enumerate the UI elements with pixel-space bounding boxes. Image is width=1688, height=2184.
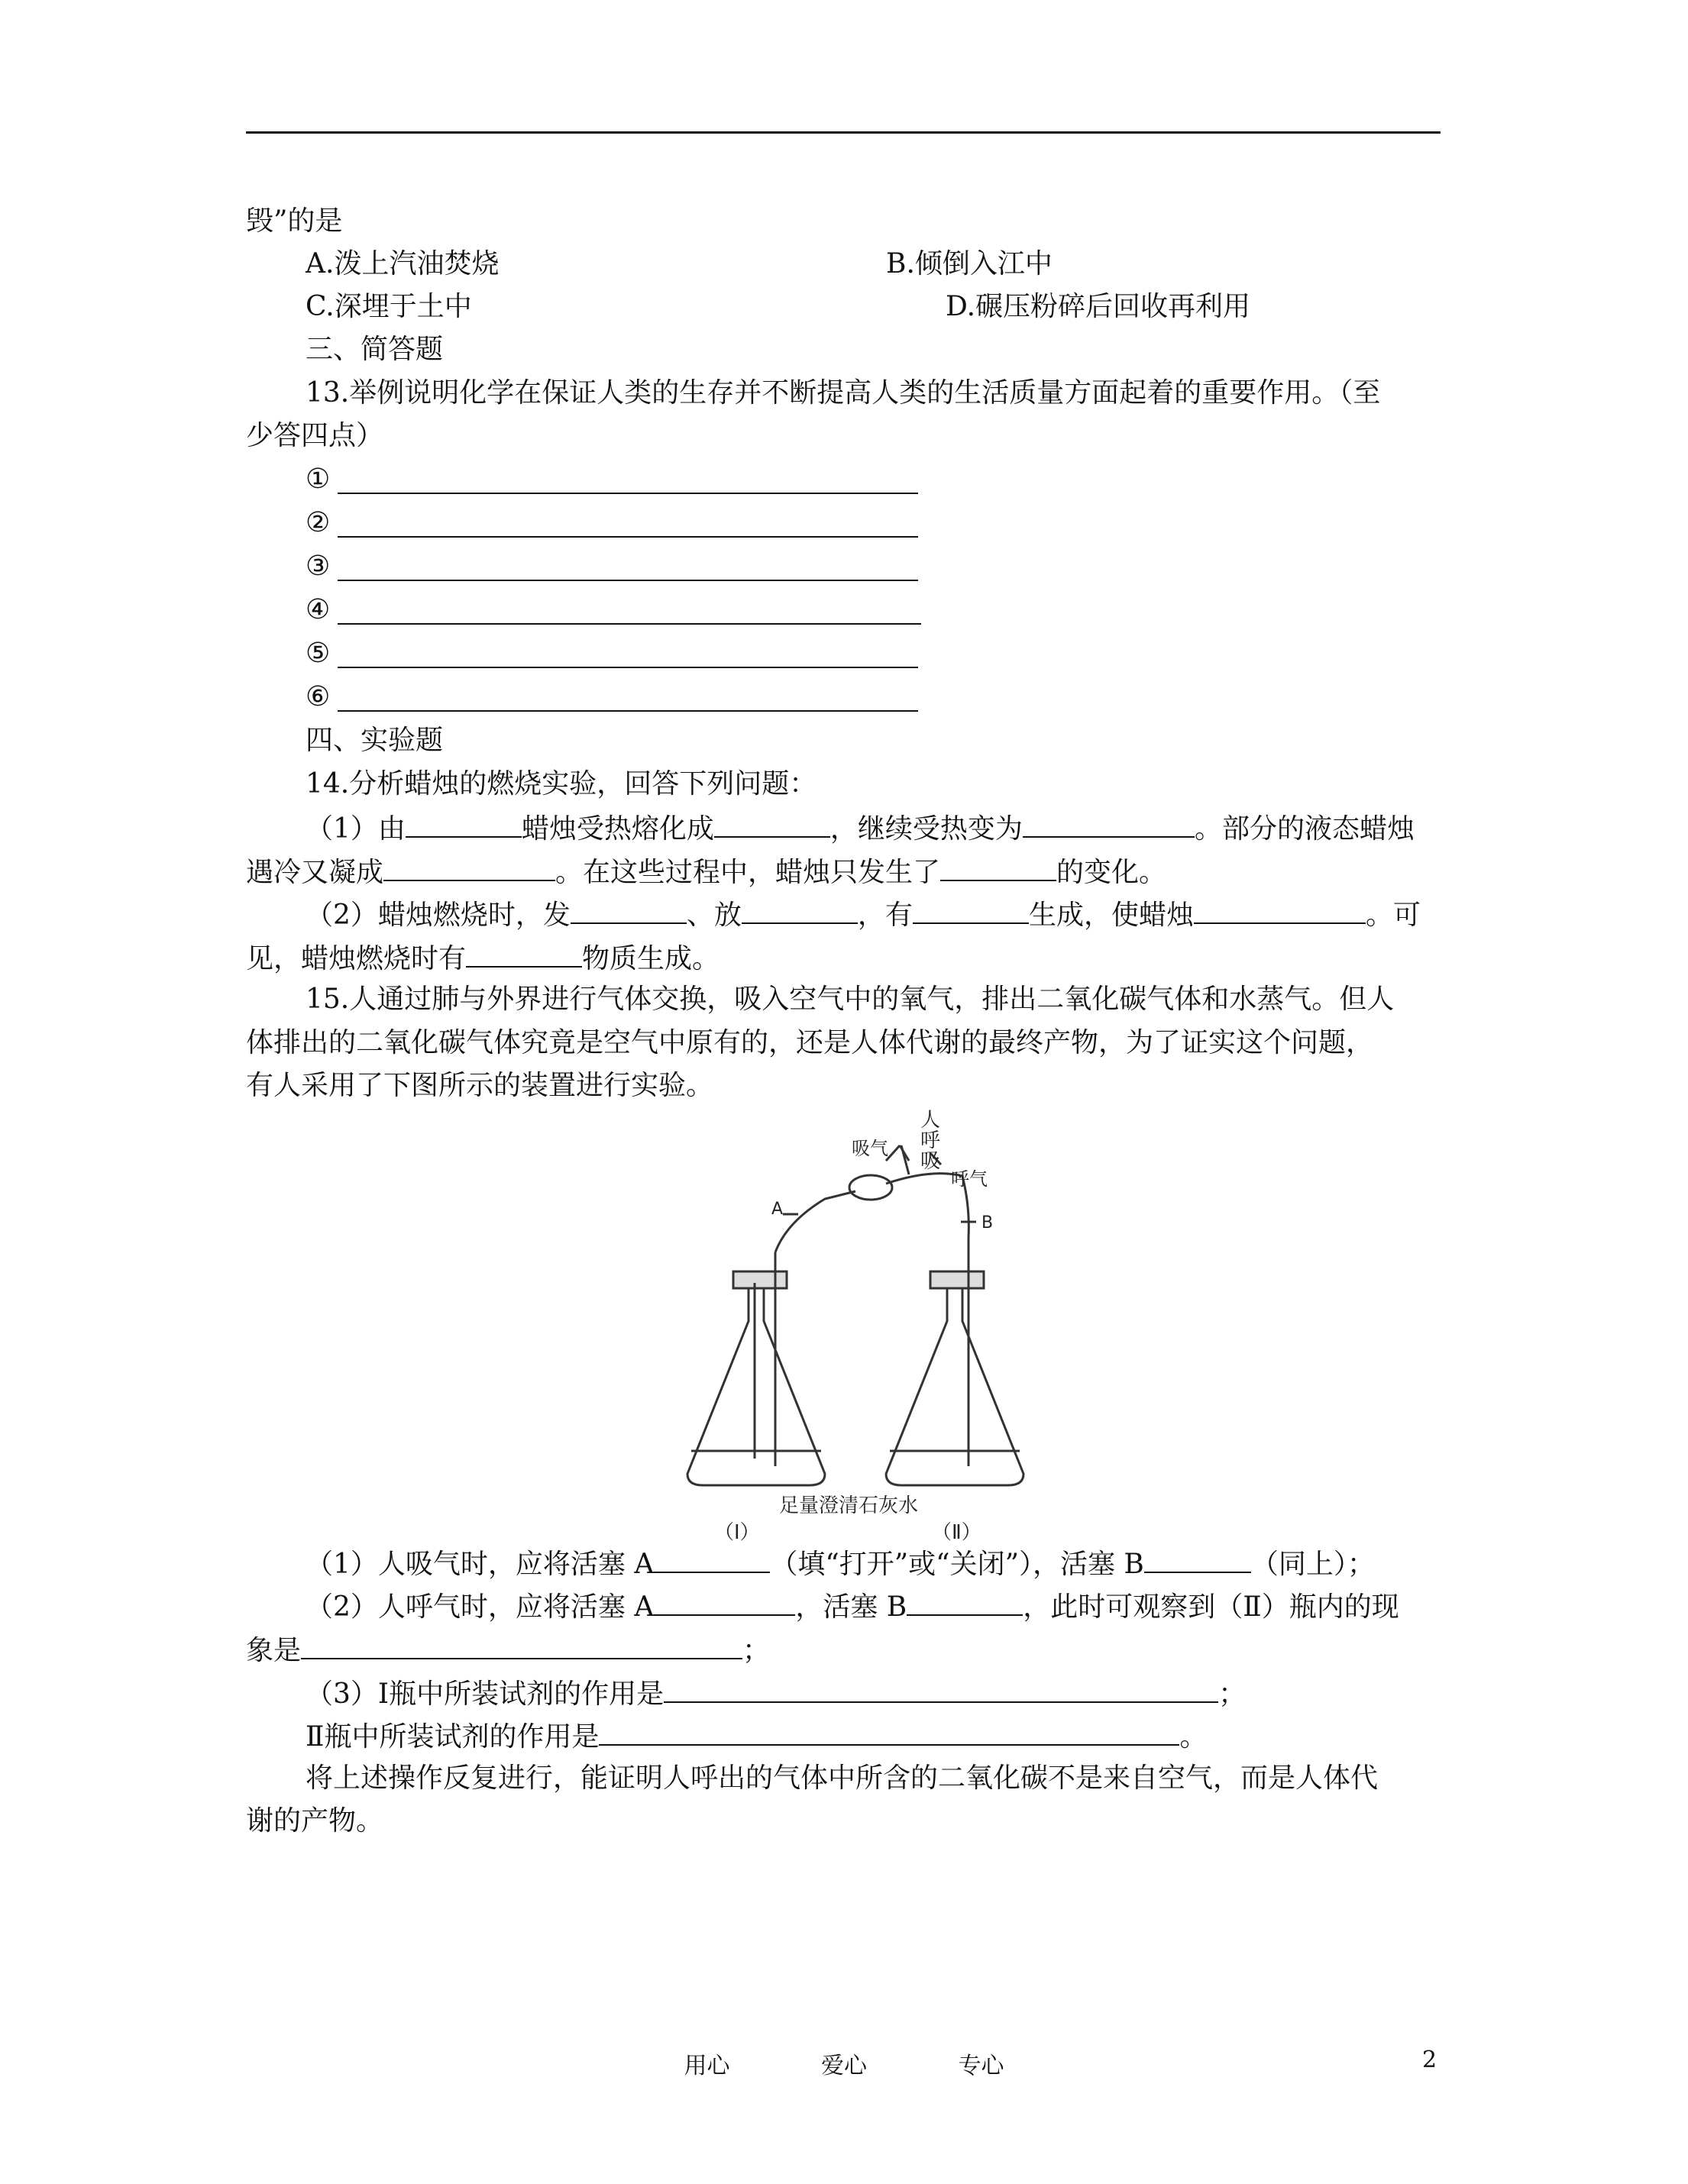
- answer-marker-1: ①: [306, 464, 331, 495]
- answer-marker-5: ⑤: [306, 638, 331, 669]
- flask-2-stopper: [930, 1271, 984, 1288]
- bulb: [849, 1175, 892, 1200]
- text-line: 毁”的是: [246, 205, 343, 237]
- answer-marker-6: ⑥: [306, 681, 331, 712]
- option-c: C.深埋于土中: [306, 291, 472, 322]
- conclusion-line2: 谢的产物。: [246, 1805, 384, 1837]
- flask-1-stopper: [733, 1271, 787, 1288]
- option-a: A.泼上汽油焚烧: [306, 248, 500, 279]
- inhale-label: 吸气: [852, 1138, 888, 1159]
- fill-blank[interactable]: [654, 1584, 795, 1616]
- answer-blank-6[interactable]: [338, 710, 918, 712]
- question-14-part1-line1: （1）由 蜡烛受热熔化成 ，继续受热变为 。部分的液态蜡烛: [306, 806, 1415, 848]
- tube-to-bulb: [775, 1191, 855, 1252]
- flask-2-label: （Ⅱ）: [932, 1521, 981, 1544]
- question-15-part1: （1）人吸气时，应将活塞 A （填“打开”或“关闭”），活塞 B （同上）；: [306, 1541, 1375, 1584]
- question-14: 14.分析蜡烛的燃烧实验，回答下列问题：: [306, 768, 817, 800]
- fill-blank[interactable]: [714, 806, 830, 838]
- question-15-line2: 体排出的二氧化碳气体究竟是空气中原有的，还是人体代谢的最终产物，为了证实这个问题，: [246, 1027, 1374, 1058]
- question-14-part2-line1: （2）蜡烛燃烧时，发 、放 ，有 生成，使蜡烛 。可: [306, 892, 1421, 935]
- fill-blank[interactable]: [406, 806, 522, 838]
- question-13-line1: 13.举例说明化学在保证人类的生存并不断提高人类的生活质量方面起着的重要作用。（至: [306, 377, 1381, 409]
- question-15-part2-line2: 象是 ；: [246, 1627, 770, 1670]
- answer-blank-2[interactable]: [338, 536, 918, 538]
- section-heading-4: 四、实验题: [306, 725, 444, 756]
- answer-blank-4[interactable]: [338, 623, 921, 625]
- conclusion-line1: 将上述操作反复进行，能证明人呼出的气体中所含的二氧化碳不是来自空气，而是人体代: [306, 1762, 1379, 1794]
- fill-blank[interactable]: [664, 1671, 1218, 1703]
- answer-marker-3: ③: [306, 551, 331, 582]
- person-char-1: 人: [920, 1109, 941, 1132]
- reagent-label: 足量澄清石灰水: [779, 1494, 919, 1517]
- header-rule: [246, 131, 1441, 134]
- valve-b-label: B: [981, 1213, 994, 1233]
- flask-2-outline: [886, 1283, 1023, 1485]
- fill-blank[interactable]: [1194, 892, 1366, 924]
- answer-blank-3[interactable]: [338, 580, 918, 581]
- person-char-2: 呼: [920, 1129, 941, 1152]
- fill-blank[interactable]: [301, 1627, 742, 1659]
- question-15-part2-line1: （2）人呼气时，应将活塞 A ，活塞 B ，此时可观察到（Ⅱ）瓶内的现: [306, 1584, 1399, 1627]
- footer-word-2: 爱心: [821, 2053, 867, 2079]
- fill-blank[interactable]: [742, 892, 858, 924]
- question-14-part1-line2: 遇冷又凝成 。在这些过程中，蜡烛只发生了 的变化。: [246, 849, 1166, 892]
- exhale-label: 呼气: [951, 1168, 988, 1190]
- fill-blank[interactable]: [907, 1584, 1023, 1616]
- question-15-part4: Ⅱ瓶中所装试剂的作用是 。: [306, 1714, 1208, 1756]
- section-heading-3: 三、简答题: [306, 334, 444, 365]
- question-13-line2: 少答四点）: [246, 420, 384, 451]
- flask-1-outline: [687, 1283, 825, 1485]
- fill-blank[interactable]: [599, 1714, 1179, 1746]
- fill-blank[interactable]: [654, 1541, 770, 1573]
- question-15-part3: （3）Ⅰ瓶中所装试剂的作用是 ；: [306, 1671, 1246, 1714]
- fill-blank[interactable]: [1144, 1541, 1251, 1573]
- fill-blank[interactable]: [571, 892, 687, 924]
- fill-blank[interactable]: [466, 935, 582, 968]
- question-15-line1: 15.人通过肺与外界进行气体交换，吸入空气中的氧气，排出二氧化碳气体和水蒸气。但人: [306, 984, 1395, 1015]
- answer-blank-1[interactable]: [338, 493, 918, 494]
- page-number: 2: [1422, 2047, 1437, 2073]
- flask-1-label: （Ⅰ）: [714, 1521, 760, 1544]
- question-15-line3: 有人采用了下图所示的装置进行实验。: [246, 1070, 714, 1101]
- apparatus-diagram: [657, 1100, 1054, 1544]
- answer-marker-2: ②: [306, 507, 331, 538]
- footer-word-3: 专心: [958, 2053, 1004, 2079]
- answer-blank-5[interactable]: [338, 667, 918, 668]
- fill-blank[interactable]: [1023, 806, 1195, 838]
- question-14-part2-line2: 见，蜡烛燃烧时有 物质生成。: [246, 935, 720, 978]
- valve-a-label: A: [771, 1200, 784, 1219]
- answer-marker-4: ④: [306, 594, 331, 625]
- footer-word-1: 用心: [684, 2053, 730, 2079]
- fill-blank[interactable]: [913, 892, 1029, 924]
- fill-blank[interactable]: [940, 849, 1056, 881]
- option-b: B.倾倒入江中: [886, 248, 1053, 279]
- option-d: D.碾压粉碎后回收再利用: [946, 291, 1251, 322]
- person-char-3: 吸: [920, 1150, 941, 1173]
- fill-blank[interactable]: [383, 849, 555, 881]
